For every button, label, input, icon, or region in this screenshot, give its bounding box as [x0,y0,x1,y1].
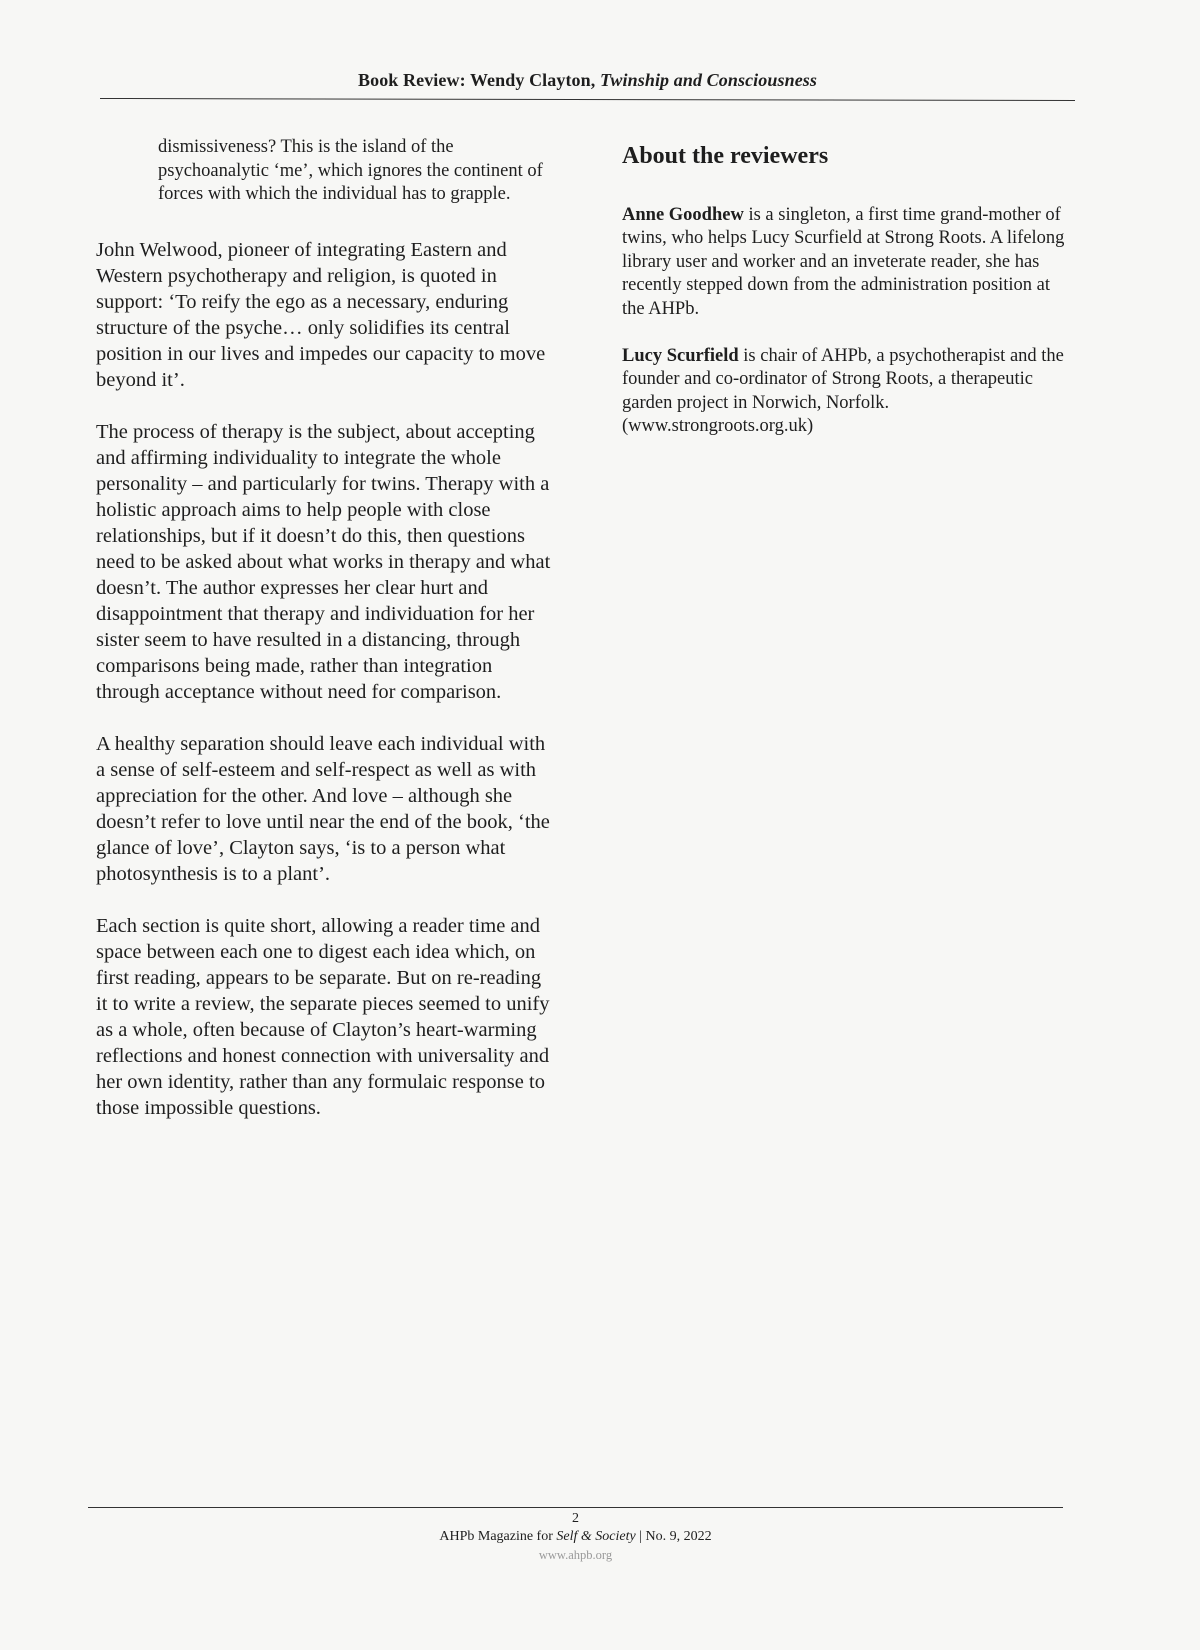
magazine-issue: | No. 9, 2022 [635,1529,712,1544]
footer-url: www.ahpb.org [538,1548,613,1562]
reviewer-name: Anne Goodhew [622,205,744,225]
bio-anne-goodhew [622,204,1077,321]
footer-rule [88,1507,1063,1508]
left-column [96,136,556,1147]
magazine-prefix: AHPb Magazine for [439,1529,557,1544]
magazine-line [88,1528,1063,1546]
page-footer [88,1510,1063,1564]
header-prefix: Book Review: Wendy Clayton, [357,70,600,90]
running-header [100,70,1075,91]
magazine-title: Self & Society [556,1529,636,1544]
reviewer-name: Lucy Scurfield [622,346,739,367]
right-column [622,138,1077,463]
header-book-title: Twinship and Consciousness [599,70,817,90]
paragraph-each-section: Each section is quite short, allowing a reader time and space between each one to digest each idea which, on first reading, appears to be separate. But on re-reading it to write a review, the separate pieces seemed to unify as a whole, often because of Clayton’s heart-warming reflections and honest connection with universality and her own identity, rather than any formulaic response to those impossible questions. [96,914,550,1119]
paragraph-therapy-process: The process of therapy is the subject, about accepting and affirming individuality to integrate the whole personality – and particularly for twins. Therapy with a holistic approach aims to help people with close relationships, but if it doesn’t do this, then questions need to be asked about what works in therapy and what doesn’t. The author expresses her clear hurt and disappointment that therapy and individuation for her sister seem to have resulted in a distancing, through comparisons being made, rather than integration through acceptance without need for comparison. [96,420,551,703]
about-reviewers-heading: About the reviewers [622,143,829,169]
reviewer-bio-text: is chair of AHPb, a psychotherapist and the founder and co-ordinator of Strong Roots, a therapeutic garden project in Norwich, Norfolk. (www.strongroots.org.uk) [622,346,1064,437]
paragraph-welwood: John Welwood, pioneer of integrating Eastern and Western psychotherapy and religion, is quoted in support: ‘To reify the ego as a necessary, enduring structure of the psyche… only solidifies its central position in our lives and impedes our capacity to move beyond it’. [96,238,546,391]
header-rule [100,98,1075,101]
bio-lucy-scurfield [622,345,1077,439]
reviewer-bio-text: is a singleton, a first time grand-mother of twins, who helps Lucy Scurfield at Strong Roots. A lifelong library user and worker and an inveterate reader, she has recently stepped down from the administration position at the AHPb. [622,205,1065,319]
page-number: 2 [572,1511,579,1526]
paragraph-healthy-separation: A healthy separation should leave each individual with a sense of self-esteem and self-respect as well as with appreciation for the other. And love – although she doesn’t refer to love until near the end of the book, ‘the glance of love’, Clayton says, ‘is to a person what photosynthesis is to a plant’. [96,732,550,885]
block-quote: dismissiveness? This is the island of the psychoanalytic ‘me’, which ignores the continent of forces with which the individual has to grapple. [158,137,543,204]
